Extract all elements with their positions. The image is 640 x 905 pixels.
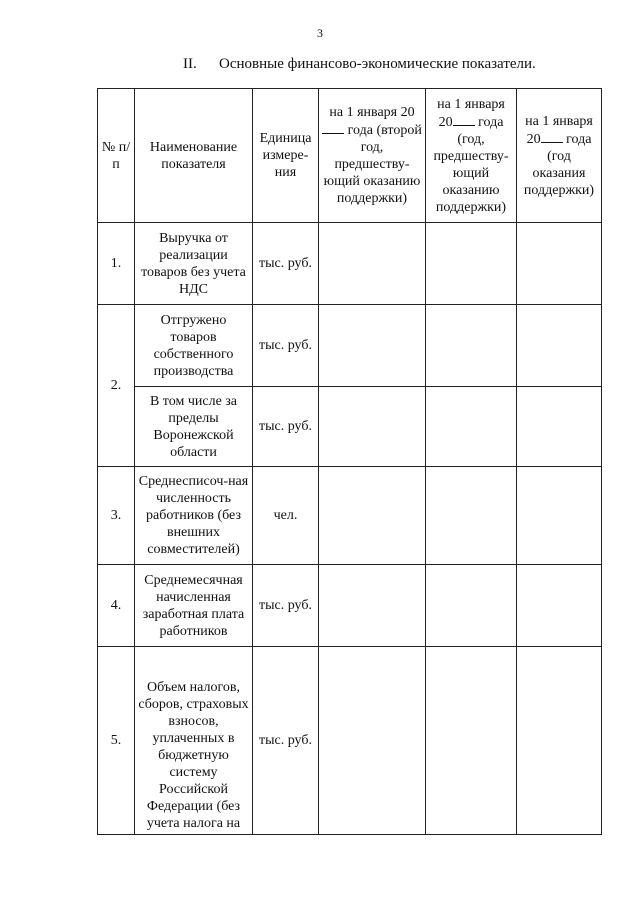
page-number: 3 — [317, 26, 323, 40]
row-unit: тыс. руб. — [253, 223, 319, 305]
row-num: 4. — [98, 565, 135, 647]
header-year-2-post: года (год, предшеству-ющий оказанию поддержки) — [433, 114, 509, 215]
value-cell[interactable] — [319, 467, 426, 565]
row-unit: чел. — [253, 467, 319, 565]
table-row — [98, 387, 602, 467]
header-unit: Единица измере-ния — [253, 89, 319, 223]
row-unit: тыс. руб. — [253, 647, 319, 835]
section-numeral: II. — [183, 56, 197, 72]
value-cell[interactable] — [319, 305, 426, 387]
value-cell[interactable] — [426, 305, 517, 387]
header-year-3-pre: на 1 января 20 — [525, 113, 593, 147]
value-cell[interactable] — [426, 565, 517, 647]
row-unit: тыс. руб. — [253, 305, 319, 387]
row-num: 1. — [98, 223, 135, 305]
value-cell[interactable] — [517, 565, 602, 647]
row-name: В том числе за пределы Воронежской области — [135, 387, 253, 467]
value-cell[interactable] — [319, 647, 426, 835]
table-row — [98, 467, 602, 565]
header-year-1-pre: на 1 января 20 — [329, 105, 415, 120]
header-year-1-post: года (второй год, предшеству-ющий оказанию поддержки) — [323, 123, 422, 206]
row-name: Среднесписоч-ная численность работников (без внешних совместителей) — [135, 467, 253, 565]
row-num: 3. — [98, 467, 135, 565]
header-year-3-post: года (год оказания поддержки) — [523, 131, 595, 198]
year-blank-line — [322, 121, 344, 134]
value-cell[interactable] — [517, 223, 602, 305]
header-num: № п/п — [98, 89, 135, 223]
value-cell[interactable] — [426, 647, 517, 835]
section-title — [183, 56, 536, 73]
value-cell[interactable] — [426, 387, 517, 467]
table-row — [98, 565, 602, 647]
row-name: Объем налогов, сборов, страховых взносов, уплаченных в бюджетную систему Российской Федерации (без учета налога на — [135, 647, 253, 835]
value-cell[interactable] — [319, 223, 426, 305]
header-year-1 — [319, 89, 426, 223]
value-cell[interactable] — [517, 305, 602, 387]
year-blank-line — [541, 130, 563, 143]
table-row — [98, 223, 602, 305]
table-row — [98, 305, 602, 387]
row-unit: тыс. руб. — [253, 387, 319, 467]
row-name: Среднемесячная начисленная заработная плата работников — [135, 565, 253, 647]
value-cell[interactable] — [319, 565, 426, 647]
row-name: Отгружено товаров собственного производства — [135, 305, 253, 387]
header-year-2 — [426, 89, 517, 223]
header-year-2-pre: на 1 января 20 — [437, 96, 505, 130]
value-cell[interactable] — [517, 467, 602, 565]
section-title-text: Основные финансово-экономические показатели. — [219, 56, 536, 72]
header-year-3 — [517, 89, 602, 223]
table-row — [98, 647, 602, 835]
table-header-row — [98, 89, 602, 223]
year-blank-line — [453, 113, 475, 126]
row-num: 2. — [98, 305, 135, 467]
header-name: Наименование показателя — [135, 89, 253, 223]
value-cell[interactable] — [517, 647, 602, 835]
indicators-table — [97, 88, 602, 835]
row-name: Выручка от реализации товаров без учета НДС — [135, 223, 253, 305]
value-cell[interactable] — [426, 467, 517, 565]
value-cell[interactable] — [426, 223, 517, 305]
row-unit: тыс. руб. — [253, 565, 319, 647]
row-num: 5. — [98, 647, 135, 835]
value-cell[interactable] — [517, 387, 602, 467]
value-cell[interactable] — [319, 387, 426, 467]
